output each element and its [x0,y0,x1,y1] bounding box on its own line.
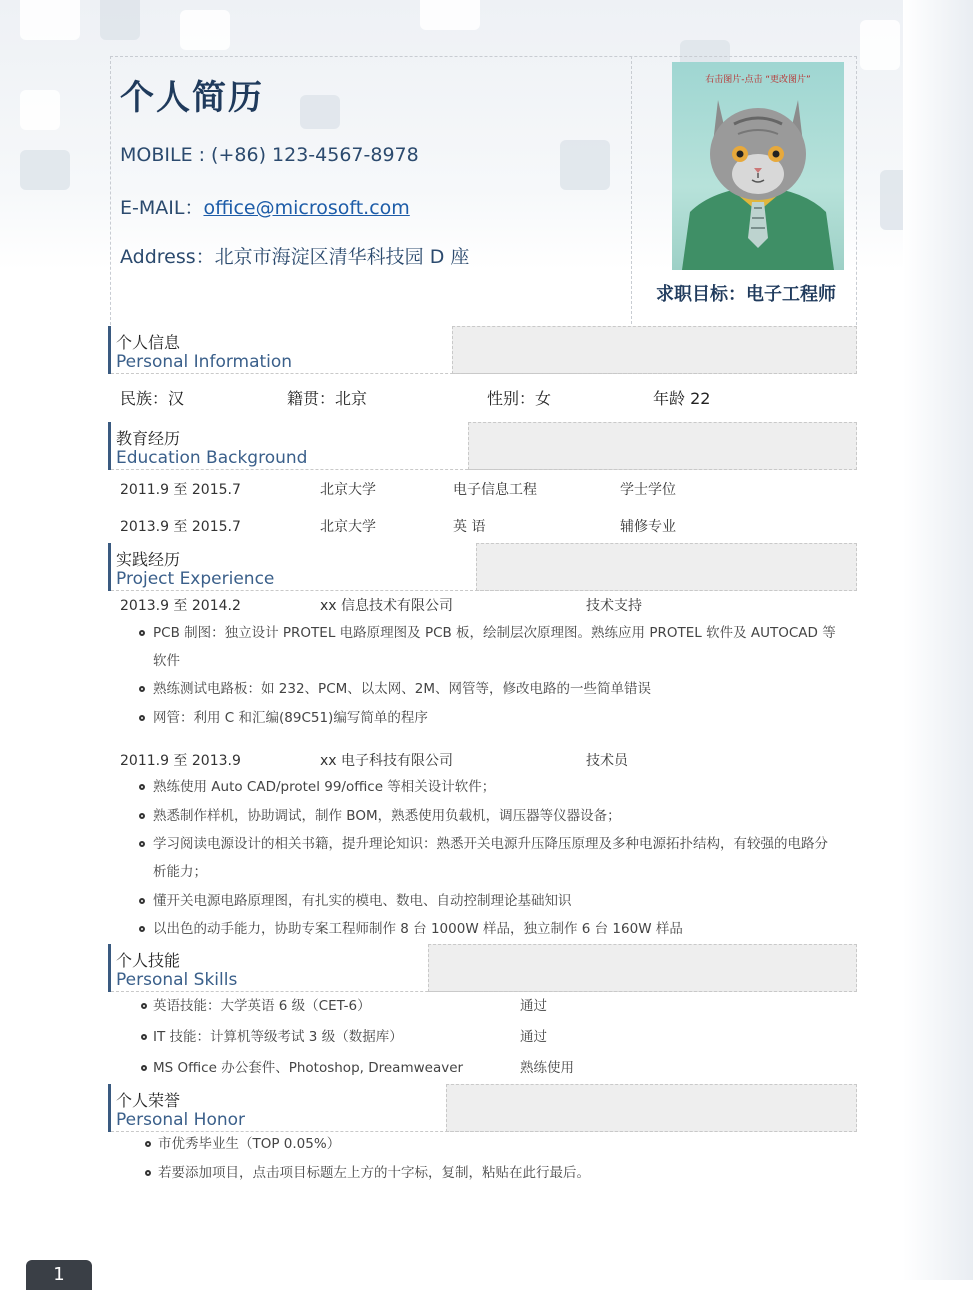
cat-portrait-image [672,62,844,270]
section-skills [108,944,857,992]
edu-major: 英 语 [453,519,486,535]
job-period: 2011.9 至 2013.9 [120,753,241,769]
section-title-en: Personal Information [116,352,293,372]
edu-school: 北京大学 [320,519,376,535]
bullet-dot [139,686,145,692]
section-title-cn: 实践经历 [116,550,181,569]
job-bullet: 熟练测试电路板：如 232、PCM、以太网、2M、网管等，修改电路的一些简单错误 [153,681,652,697]
bullet-dot [139,784,145,790]
address-line: Address：北京市海淀区清华科技园 D 座 [120,246,470,268]
edu-school: 北京大学 [320,482,376,498]
section-project-experience [108,543,857,591]
skill-name: MS Office 办公套件、Photoshop, Dreamweaver [153,1060,464,1076]
honor-item: 若要添加项目，点击项目标题左上方的十字标，复制，粘贴在此行最后。 [158,1165,590,1181]
section-title-cn: 教育经历 [116,429,181,448]
honor-item: 市优秀毕业生（TOP 0.05%） [158,1136,341,1152]
right-edge-shadow [903,0,973,1280]
job-company: xx 信息技术有限公司 [320,598,454,614]
job-period: 2013.9 至 2014.2 [120,598,241,614]
header-divider [631,56,632,324]
bullet-dot [145,1170,151,1176]
bullet-dot [141,1003,147,1009]
skill-level: 熟练使用 [520,1060,574,1076]
section-title-cn: 个人技能 [116,951,181,970]
hometown: 籍贯：北京 [287,389,368,408]
section-title-en: Personal Skills [116,970,238,990]
job-role: 技术员 [586,753,628,769]
job-company: xx 电子科技有限公司 [320,753,454,769]
job-bullet-continuation: 软件 [153,653,180,669]
edu-degree: 辅修专业 [620,519,676,535]
edu-period: 2011.9 至 2015.7 [120,482,241,498]
section-title-en: Project Experience [116,569,275,589]
edu-degree: 学士学位 [620,482,676,498]
email-line [120,193,410,220]
bullet-dot [145,1141,151,1147]
section-title-cn: 个人荣誉 [116,1091,181,1110]
skill-level: 通过 [520,1029,547,1045]
edu-period: 2013.9 至 2015.7 [120,519,241,535]
age: 年龄 22 [653,389,711,408]
section-honors [108,1084,857,1132]
job-bullet: 熟练使用 Auto CAD/protel 99/office 等相关设计软件； [153,779,496,795]
job-bullet-continuation: 析能力； [153,864,207,880]
skill-level: 通过 [520,998,547,1014]
resume-page [110,56,855,1206]
profile-photo[interactable] [672,62,844,270]
section-title-en: Education Background [116,448,308,468]
job-bullet: 熟悉制作样机，协助调试，制作 BOM，熟悉使用负载机，调压器等仪器设备； [153,808,621,824]
bullet-dot [139,926,145,932]
job-bullet: 以出色的动手能力，协助专案工程师制作 8 台 1000W 样品，独立制作 6 台 160W 样品 [153,921,683,937]
email-link[interactable]: office@microsoft.com [203,197,410,219]
mobile-line: MOBILE : (+86) 123-4567-8978 [120,144,419,166]
skill-name: IT 技能：计算机等级考试 3 级（数据库） [153,1029,403,1045]
job-bullet: 网管：利用 C 和汇编(89C51)编写简单的程序 [153,710,428,726]
section-title-cn: 个人信息 [116,333,181,352]
bullet-dot [141,1065,147,1071]
page-number-tab[interactable]: 1 [26,1260,92,1290]
bullet-dot [139,630,145,636]
bullet-dot [139,715,145,721]
resume-title: 个人简历 [120,78,264,118]
job-bullet: 学习阅读电源设计的相关书籍，提升理论知识：熟悉开关电源升压降压原理及多种电源拓扑结构，有较强的电路分 [153,836,828,852]
ethnicity: 民族：汉 [120,389,185,408]
section-personal-info [108,326,857,374]
email-label: E-MAIL： [120,197,204,219]
bullet-dot [139,841,145,847]
gender: 性别：女 [487,389,552,408]
photo-change-note: 右击图片-点击 “更改图片” [705,75,811,85]
job-role: 技术支持 [586,598,642,614]
job-bullet: PCB 制图：独立设计 PROTEL 电路原理图及 PCB 板，绘制层次原理图。熟练应用 PROTEL 软件及 AUTOCAD 等 [153,625,836,641]
bullet-dot [139,898,145,904]
bullet-dot [141,1034,147,1040]
job-bullet: 懂开关电源电路原理图，有扎实的模电、数电、自动控制理论基础知识 [153,893,572,909]
section-title-en: Personal Honor [116,1110,246,1130]
section-education [108,422,857,470]
job-objective: 求职目标：电子工程师 [656,284,836,305]
edu-major: 电子信息工程 [453,482,537,498]
bullet-dot [139,813,145,819]
skill-name: 英语技能：大学英语 6 级（CET-6） [153,998,371,1014]
